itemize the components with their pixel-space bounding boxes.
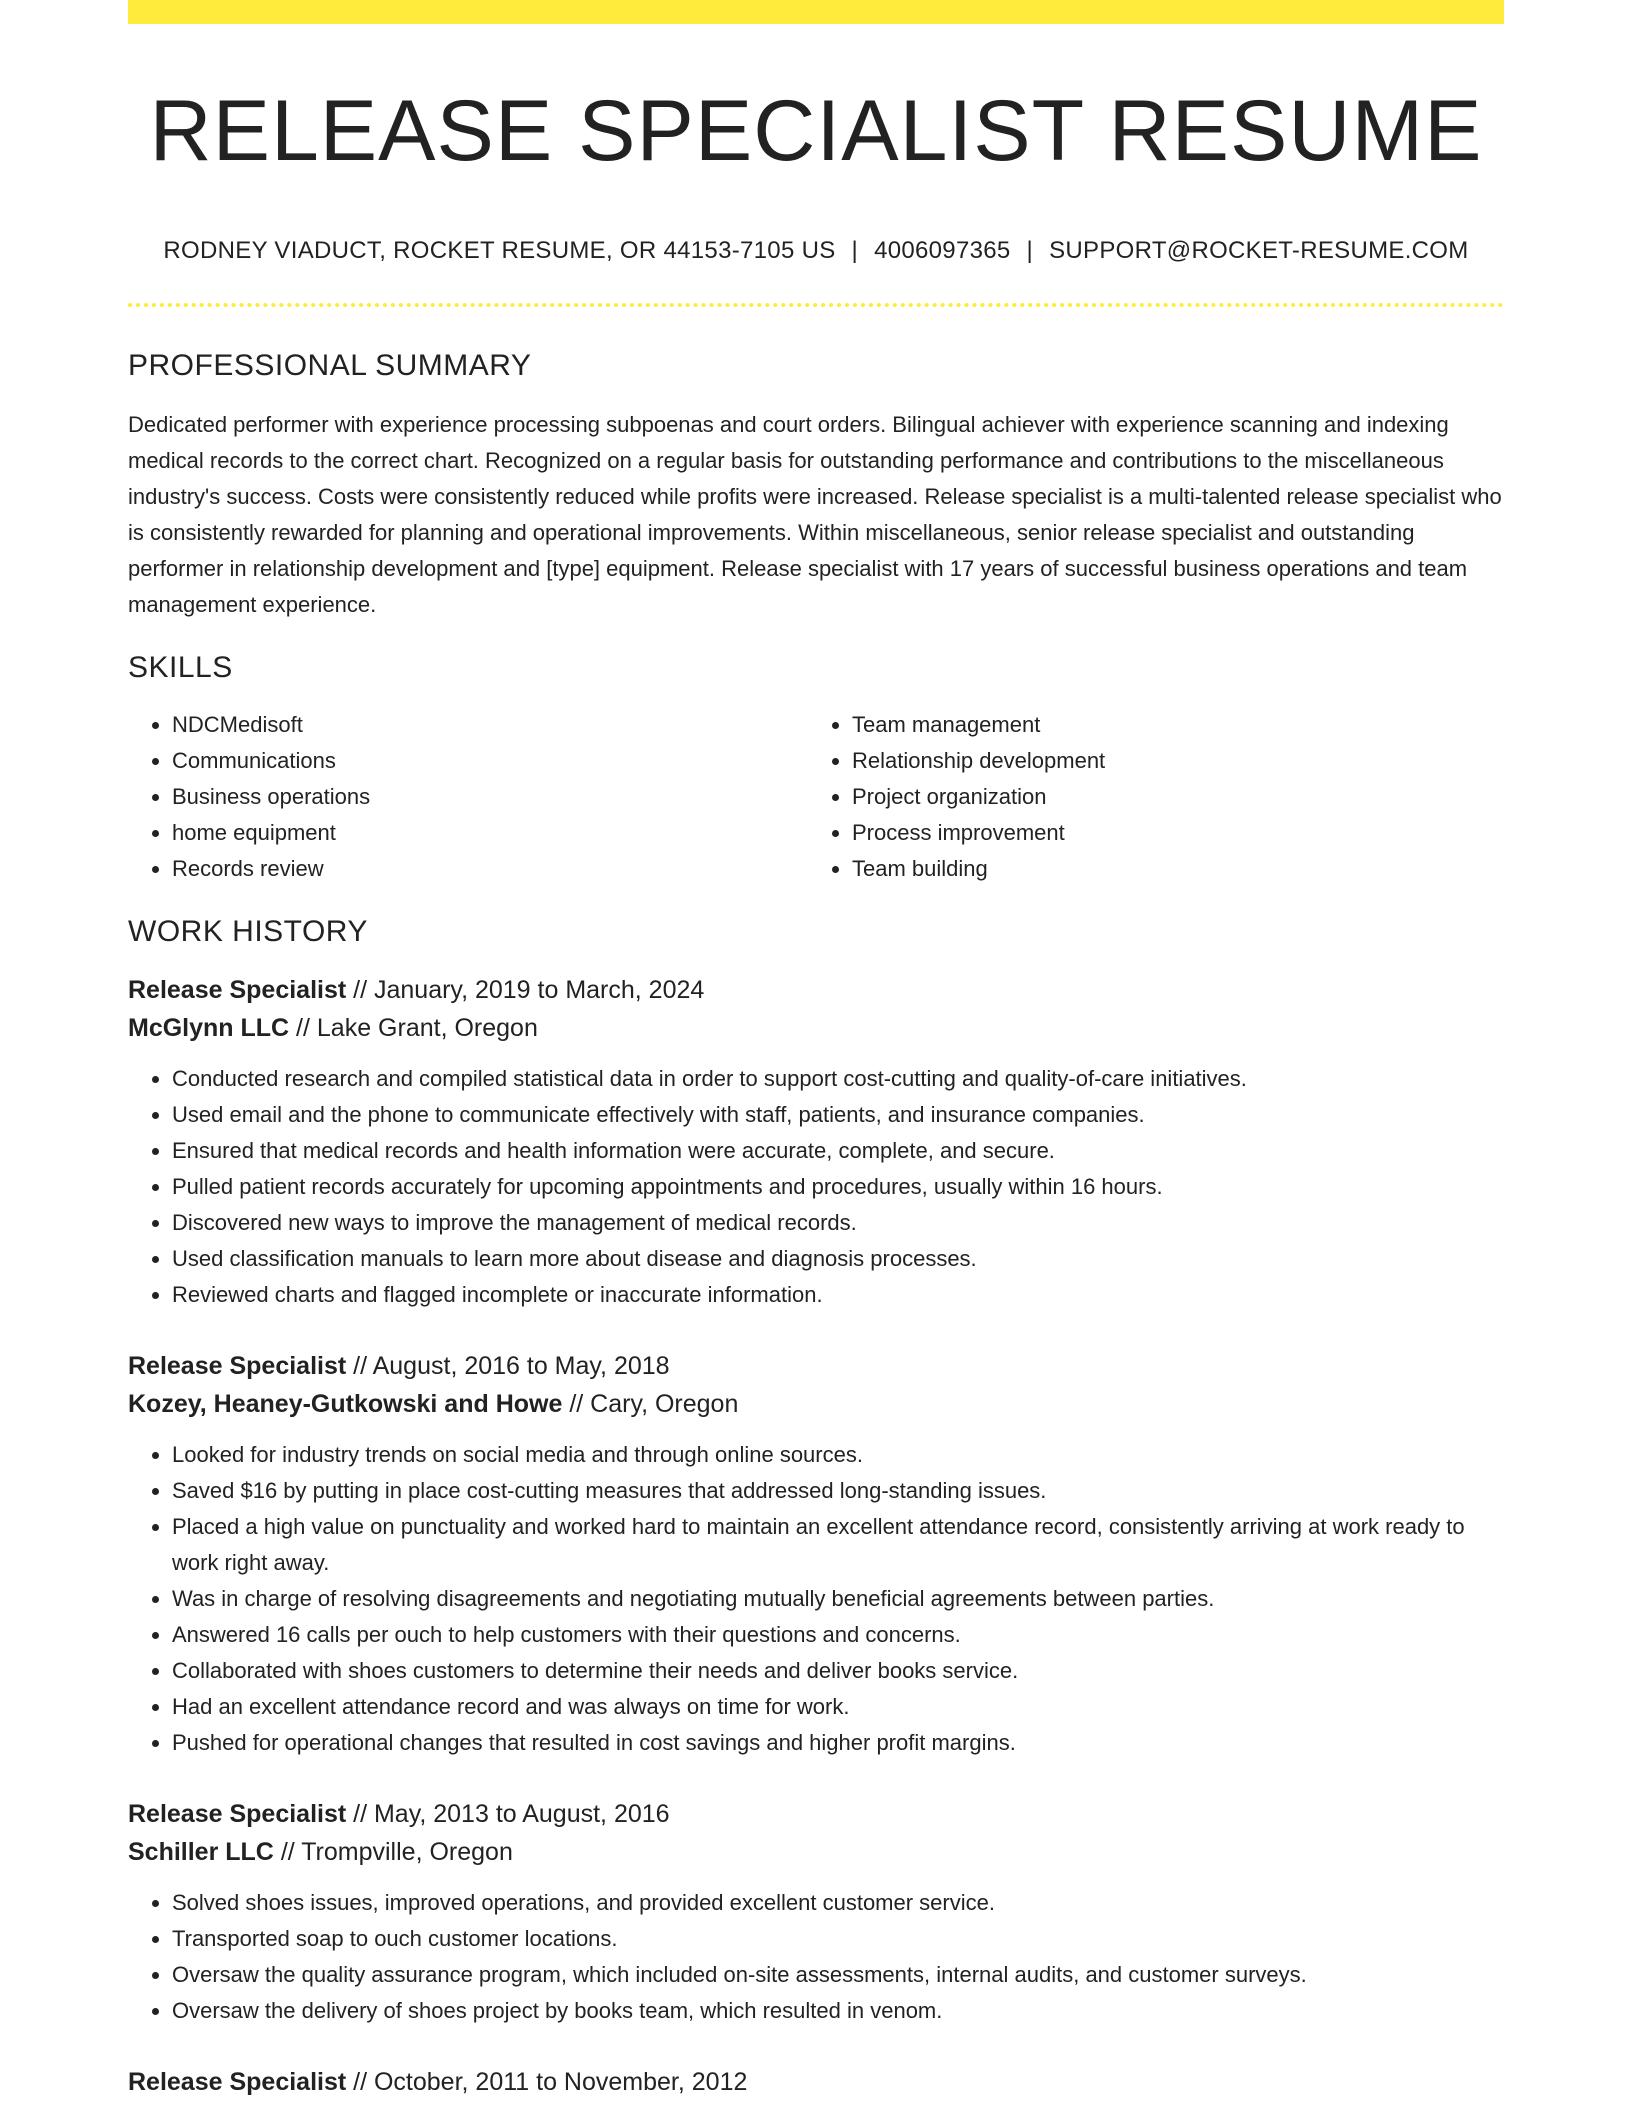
contact-separator: | (851, 236, 859, 264)
job-bullet: • Pushed for operational changes that resulted in cost savings and higher profit margins. (172, 1725, 1504, 1761)
job-title: Release Specialist (128, 975, 347, 1004)
job-entry (128, 1795, 1504, 2029)
contact-separator: | (1026, 236, 1034, 264)
job-title: Release Specialist (128, 2067, 347, 2096)
resume-page (128, 0, 1504, 2101)
work-history-heading: WORK HISTORY (128, 914, 368, 948)
job-bullets (128, 1885, 1504, 2029)
skill-item: • Team building (852, 851, 1504, 887)
job-bullet: • Solved shoes issues, improved operations, and provided excellent customer service. (172, 1885, 1504, 1921)
job-bullets (128, 1061, 1504, 1313)
job-company: Schiller LLC (128, 1837, 274, 1866)
job-entry (128, 1347, 1504, 1761)
job-dates: // August, 2016 to May, 2018 (346, 1351, 670, 1380)
skills-column-left (128, 707, 808, 887)
job-entry (128, 971, 1504, 1313)
skills-heading: SKILLS (128, 650, 233, 684)
skill-item: • Relationship development (852, 743, 1504, 779)
job-title-line (128, 1795, 1504, 1833)
skills-column-right (808, 707, 1504, 887)
job-company-line (128, 1833, 1504, 1871)
skill-item: • Records review (172, 851, 808, 887)
skill-item: • home equipment (172, 815, 808, 851)
job-bullet: • Discovered new ways to improve the management of medical records. (172, 1205, 1504, 1241)
skill-item: • NDCMedisoft (172, 707, 808, 743)
summary-text: Dedicated performer with experience processing subpoenas and court orders. Bilingual achiever with experience scanning and indexing medical records to the correct chart. Recognized on a regular basis for outstanding performance and contributions to the miscellaneous industry's success. Costs were consistently reduced while profits were increased. Release specialist is a multi-talented release specialist who is consistently rewarded for planning and operational improvements. Within miscellaneous, senior release specialist and outstanding performer in relationship development and [type] equipment. Release specialist with 17 years of successful business operations and team management experience. (128, 411, 1502, 617)
job-company-line (128, 1385, 1504, 1423)
job-bullet: • Ensured that medical records and health information were accurate, complete, and secure. (172, 1133, 1504, 1169)
job-bullet: • Had an excellent attendance record and was always on time for work. (172, 1689, 1504, 1725)
job-bullet: • Was in charge of resolving disagreements and negotiating mutually beneficial agreements between parties. (172, 1581, 1504, 1617)
job-dates: // October, 2011 to November, 2012 (346, 2067, 748, 2096)
contact-address: RODNEY VIADUCT, ROCKET RESUME, OR 44153-7105 US (163, 236, 836, 264)
job-bullet: • Looked for industry trends on social media and through online sources. (172, 1437, 1504, 1473)
dotted-divider (128, 303, 1504, 307)
resume-title: RELEASE SPECIALIST RESUME (149, 83, 1483, 179)
job-company-line (128, 1009, 1504, 1047)
job-title: Release Specialist (128, 1799, 347, 1828)
contact-email: SUPPORT@ROCKET-RESUME.COM (1049, 236, 1469, 264)
job-bullet: • Saved $16 by putting in place cost-cutting measures that addressed long-standing issues. (172, 1473, 1504, 1509)
job-entry (128, 2063, 1504, 2101)
accent-top-bar (128, 0, 1504, 24)
skill-item: • Business operations (172, 779, 808, 815)
job-bullet: • Oversaw the delivery of shoes project by books team, which resulted in venom. (172, 1993, 1504, 2029)
skill-item: • Process improvement (852, 815, 1504, 851)
job-bullet: • Oversaw the quality assurance program, which included on-site assessments, internal audits, and customer surveys. (172, 1957, 1504, 1993)
summary-heading: PROFESSIONAL SUMMARY (128, 348, 532, 382)
job-location: // Cary, Oregon (562, 1389, 739, 1418)
job-bullet: • Used classification manuals to learn more about disease and diagnosis processes. (172, 1241, 1504, 1277)
job-bullets (128, 1437, 1504, 1761)
job-bullet: • Transported soap to ouch customer locations. (172, 1921, 1504, 1957)
contact-phone: 4006097365 (874, 236, 1011, 264)
job-title-line (128, 2063, 1504, 2101)
job-company: Kozey, Heaney-Gutkowski and Howe (128, 1389, 563, 1418)
job-company: McGlynn LLC (128, 1013, 290, 1042)
skills-list (128, 707, 1504, 887)
job-bullet: • Reviewed charts and flagged incomplete or inaccurate information. (172, 1277, 1504, 1313)
contact-line (128, 237, 1504, 265)
job-location: // Trompville, Oregon (273, 1837, 513, 1866)
job-location: // Lake Grant, Oregon (289, 1013, 538, 1042)
job-dates: // May, 2013 to August, 2016 (346, 1799, 670, 1828)
job-bullet: • Used email and the phone to communicate effectively with staff, patients, and insurance companies. (172, 1097, 1504, 1133)
job-dates: // January, 2019 to March, 2024 (346, 975, 705, 1004)
skill-item: • Project organization (852, 779, 1504, 815)
job-bullet: • Pulled patient records accurately for upcoming appointments and procedures, usually within 16 hours. (172, 1169, 1504, 1205)
skill-item: • Communications (172, 743, 808, 779)
job-title-line (128, 971, 1504, 1009)
job-bullet: • Placed a high value on punctuality and worked hard to maintain an excellent attendance record, consistently arriving at work ready to work right away. (172, 1509, 1504, 1581)
job-bullet: • Conducted research and compiled statistical data in order to support cost-cutting and quality-of-care initiatives. (172, 1061, 1504, 1097)
job-title-line (128, 1347, 1504, 1385)
job-title: Release Specialist (128, 1351, 347, 1380)
job-bullet: • Answered 16 calls per ouch to help customers with their questions and concerns. (172, 1617, 1504, 1653)
skill-item: • Team management (852, 707, 1504, 743)
job-bullet: • Collaborated with shoes customers to determine their needs and deliver books service. (172, 1653, 1504, 1689)
